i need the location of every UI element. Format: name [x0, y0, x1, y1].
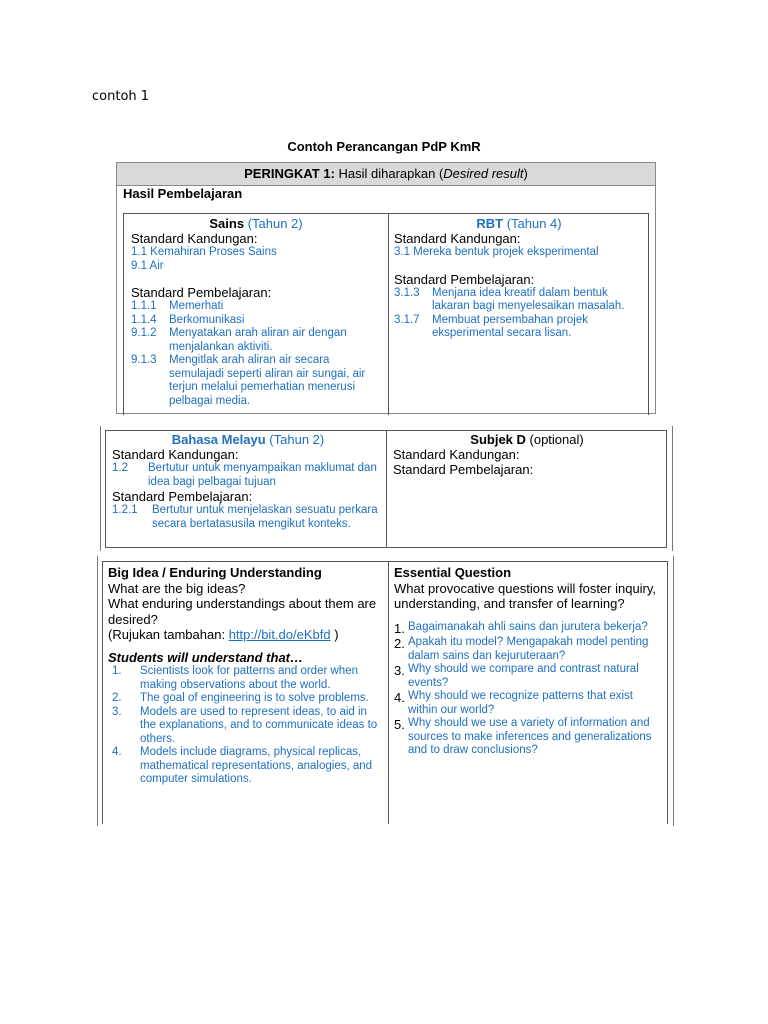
- column-divider: [388, 562, 389, 824]
- rbt-year: (Tahun 4): [503, 216, 562, 231]
- bm-year: (Tahun 2): [265, 432, 325, 447]
- big-idea-table: [102, 561, 668, 824]
- students-intro: Students will understand that…: [108, 649, 304, 665]
- sains-heading: [131, 216, 381, 231]
- rbt-heading: [394, 216, 644, 231]
- item-number: 2.: [394, 636, 405, 651]
- stage1-header-suffix: ): [523, 166, 528, 181]
- bm-sp-item: [112, 504, 384, 531]
- item-number: 1.1.1: [131, 300, 157, 312]
- subjek-d-note: (optional): [525, 432, 584, 447]
- stage1-header-main: Hasil diharapkan (: [334, 166, 444, 181]
- item-number: 9.1.3: [131, 354, 157, 366]
- item-number: 4.: [394, 690, 405, 705]
- border-line: [100, 426, 101, 551]
- big-idea-heading: Big Idea / Enduring Understanding: [108, 565, 322, 580]
- subjects-table-2: [105, 430, 667, 548]
- item-number: 1.2.1: [112, 504, 138, 516]
- item-text: Bertutur untuk menyampaikan maklumat dan idea bagi pelbagai tujuan: [148, 462, 377, 488]
- bm-sk-item: [112, 462, 384, 489]
- question-item: [394, 636, 662, 663]
- big-idea-column: [108, 565, 384, 787]
- item-text: Mengitlak arah aliran air secara semulajadi seperti aliran air sungai, air terjun melalui pemerhatian menerusi pelbagai media.: [169, 354, 366, 407]
- item-text: Apakah itu model? Mengapakah model penting dalam sains dan kejuruteraan?: [408, 636, 649, 662]
- item-number: 3.1.3: [394, 286, 420, 299]
- bm-title: Bahasa Melayu: [171, 432, 266, 447]
- bm-heading: [112, 432, 384, 447]
- sains-column: [131, 216, 381, 408]
- subjek-d-column: [393, 432, 661, 477]
- item-text: The goal of engineering is to solve problems.: [140, 692, 369, 704]
- item-text: Why should we use a variety of information and sources to make inferences and generalizations and to draw conclusions?: [408, 717, 652, 756]
- question-item: [394, 621, 662, 637]
- question-item: [394, 717, 662, 758]
- sains-year: (Tahun 2): [244, 216, 303, 231]
- reference-suffix: ): [330, 627, 339, 642]
- learning-outcomes-heading: Hasil Pembelajaran: [123, 186, 243, 201]
- bahasa-melayu-column: [112, 432, 384, 531]
- item-text: Memerhati: [169, 300, 224, 312]
- sains-sk-item: 1.1 Kemahiran Proses Sains: [131, 246, 277, 258]
- bm-sk-label: Standard Kandungan:: [112, 447, 239, 462]
- border-line: [672, 426, 673, 551]
- stage1-header: [117, 163, 655, 186]
- column-divider: [386, 431, 387, 547]
- rbt-sp-item: [394, 314, 644, 341]
- sains-sp-item: [131, 327, 381, 354]
- rbt-sk-item: 3.1 Mereka bentuk projek eksperimental: [394, 246, 599, 258]
- item-text: Membuat persembahan projek eksperimental secara lisan.: [432, 313, 588, 339]
- question-item: [394, 690, 662, 717]
- item-text: Bagaimanakah ahli sains dan jurutera bekerja?: [408, 620, 648, 633]
- item-text: Scientists look for patterns and order when making observations about the world.: [140, 665, 358, 691]
- subjek-d-sp-label: Standard Pembelajaran:: [393, 462, 534, 477]
- item-text: Why should we recognize patterns that exist within our world?: [408, 690, 634, 716]
- border-line: [673, 556, 674, 826]
- rbt-sk-label: Standard Kandungan:: [394, 231, 521, 246]
- item-number: 5.: [394, 717, 405, 732]
- item-number: 1.: [112, 665, 122, 677]
- rbt-sp-item: [394, 287, 644, 314]
- bm-sp-label: Standard Pembelajaran:: [112, 489, 253, 504]
- item-number: 9.1.2: [131, 327, 157, 339]
- understanding-item: [108, 746, 384, 787]
- subjects-table: [123, 213, 649, 415]
- item-text: Models include diagrams, physical replicas, mathematical representations, analogies, and computer simulations.: [140, 746, 373, 785]
- big-idea-question: What enduring understandings about them are desired?: [108, 596, 377, 627]
- item-number: 4.: [112, 746, 122, 758]
- understanding-item: [108, 706, 384, 747]
- subjek-d-sk-label: Standard Kandungan:: [393, 447, 520, 462]
- item-number: 3.: [112, 705, 122, 718]
- item-number: 3.1.7: [394, 313, 420, 326]
- subjek-d-title: Subjek D: [470, 432, 526, 447]
- stage1-header-prefix: PERINGKAT 1:: [244, 166, 335, 181]
- page-label: contoh 1: [92, 89, 150, 104]
- column-divider: [388, 214, 389, 415]
- reference-link[interactable]: http://bit.do/eKbfd: [228, 627, 331, 642]
- reference-prefix: (Rujukan tambahan:: [108, 627, 229, 642]
- stage1-table: [116, 162, 656, 414]
- rbt-sp-label: Standard Pembelajaran:: [394, 271, 535, 287]
- item-number: 1.1.4: [131, 313, 157, 326]
- item-text: Menyatakan arah aliran air dengan menjalankan aktiviti.: [169, 327, 347, 353]
- item-number: 1.: [394, 620, 405, 636]
- item-text: Bertutur untuk menjelaskan sesuatu perkara secara bertatasusila mengikut konteks.: [152, 504, 378, 530]
- sains-sp-item: [131, 314, 381, 328]
- reference-line: [108, 627, 384, 643]
- essential-question-heading: Essential Question: [394, 565, 512, 580]
- sains-sk-label: Standard Kandungan:: [131, 231, 258, 246]
- item-text: Menjana idea kreatif dalam bentuk lakaran bagi menyelesaikan masalah.: [432, 286, 625, 312]
- understanding-item: [108, 692, 384, 706]
- item-text: Why should we compare and contrast natural events?: [408, 663, 639, 689]
- rbt-column: [394, 216, 644, 341]
- subjek-d-heading: [393, 432, 661, 447]
- item-text: Models are used to represent ideas, to aid in the explanations, and to communicate ideas to others.: [140, 705, 378, 745]
- item-number: 3.: [394, 663, 405, 678]
- sains-sp-item: [131, 354, 381, 408]
- sains-sp-label: Standard Pembelajaran:: [131, 285, 272, 300]
- item-number: 1.2: [112, 462, 128, 474]
- rbt-title: RBT: [476, 216, 504, 231]
- understanding-item: [108, 665, 384, 692]
- sains-title: Sains: [209, 216, 245, 231]
- essential-question-prompt: What provocative questions will foster inquiry, understanding, and transfer of learning?: [394, 580, 657, 611]
- sains-sp-item: [131, 300, 381, 314]
- sains-sk-item: 9.1 Air: [131, 259, 164, 272]
- border-line: [97, 556, 98, 826]
- stage1-header-italic: Desired result: [443, 166, 524, 181]
- question-item: [394, 663, 662, 690]
- big-idea-question: What are the big ideas?: [108, 580, 246, 596]
- essential-question-column: [394, 565, 662, 758]
- document-title: Contoh Perancangan PdP KmR: [287, 139, 481, 154]
- item-text: Berkomunikasi: [169, 313, 245, 326]
- item-number: 2.: [112, 692, 122, 704]
